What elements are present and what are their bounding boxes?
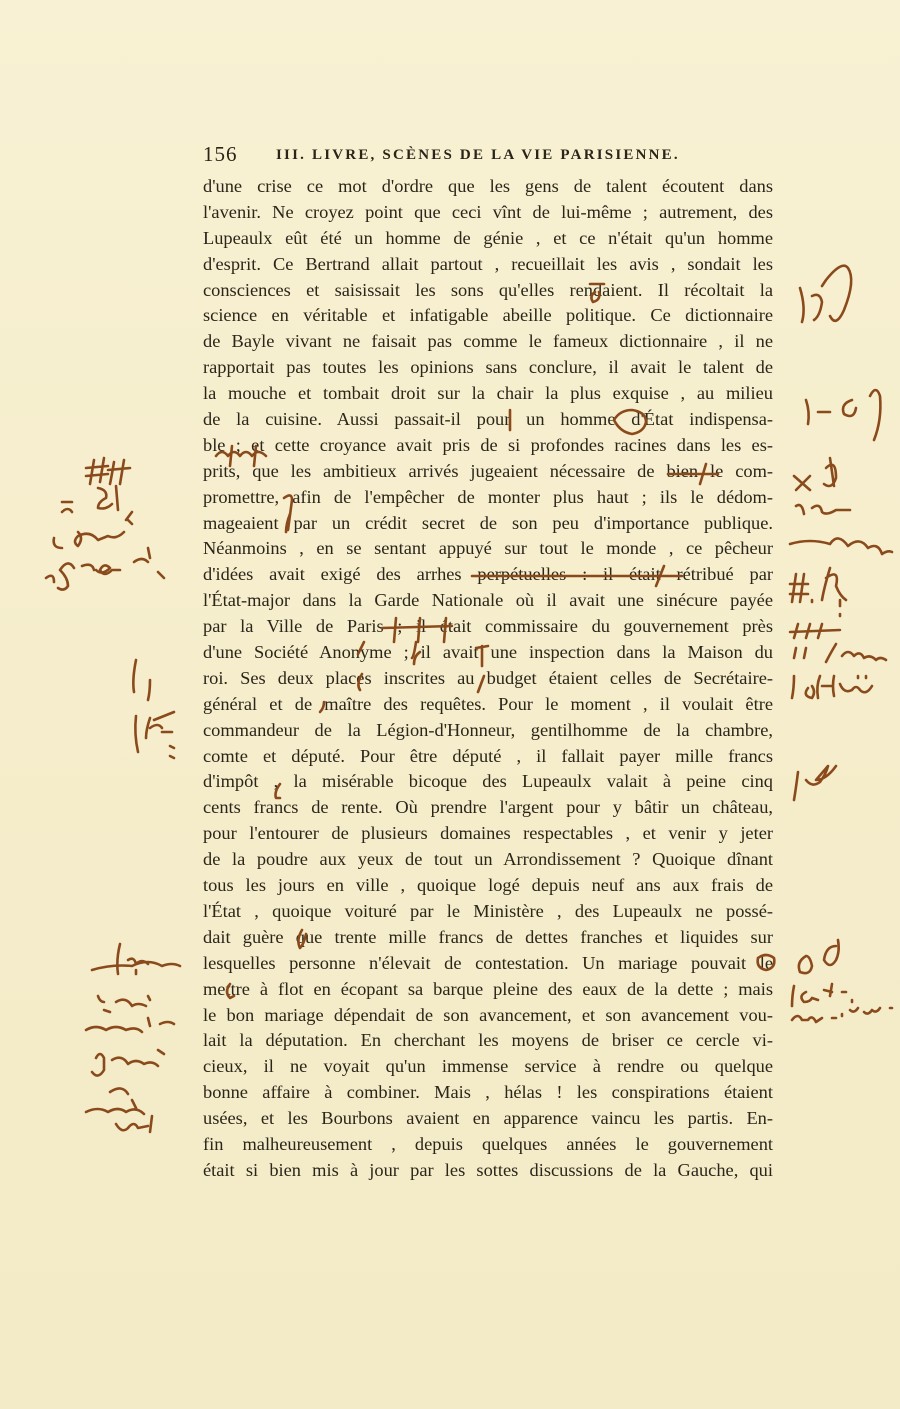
text-corrections: [216, 284, 774, 998]
text-line: de la poudre aux yeux de tout un Arrondissement ? Quoique dînant: [203, 849, 773, 870]
text-line: pour l'entourer de plusieurs domaines respectables , et venir y jeter: [203, 823, 773, 844]
text-line: promettre, afin de l'empêcher de monter plus haut ; ils le dédom-: [203, 486, 773, 507]
text-line: prits, que les ambitieux arrivés jugeaient nécessaire de bien le com-: [203, 460, 773, 481]
text-line: science en véritable et infatigable abeille politique. Ce dictionnaire: [203, 305, 773, 326]
text-line: lait la députation. En cherchant les moyens de briser ce cercle vi-: [203, 1030, 773, 1051]
text-line: Lupeaulx eût été un homme de génie , et ce n'était qu'un homme: [203, 227, 773, 248]
text-line: bonne affaire à combiner. Mais , hélas ! les conspirations étaient: [203, 1082, 773, 1103]
margin-mark-right: [792, 676, 872, 698]
text-line: d'une Société Anonyme ; il avait une inspection dans la Maison du: [203, 642, 773, 663]
page-number: 156: [203, 142, 238, 166]
margin-mark-left: [133, 660, 174, 758]
text-line: mettre à flot en écopant sa barque pleine des eaux de la dette ; mais: [203, 978, 773, 999]
text-line: rapportait pas toutes les opinions sans conclure, il avait le talent de: [203, 357, 773, 378]
text-line: d'impôt , la misérable bicoque des Lupeaulx valait à peine cinq: [203, 771, 773, 792]
text-line: d'une crise ce mot d'ordre que les gens de talent écoutent dans: [203, 176, 773, 196]
text-line: cieux, il ne voyait qu'un immense service à rendre ou quelque: [203, 1056, 773, 1077]
margin-mark-right: [792, 940, 892, 1022]
text-line: l'avenir. Ne croyez point que ceci vînt de lui-même ; autrement, des: [203, 201, 773, 222]
margin-mark-left: [46, 458, 164, 590]
text-line: l'État , quoique voituré par le Ministère , des Lupeaulx ne possé-: [203, 900, 773, 921]
text-line: lesquelles personne n'élevait de contestation. Un mariage pouvait le: [203, 952, 773, 973]
text-line: roi. Ses deux places inscrites au budget étaient celles de Secrétaire-: [203, 667, 773, 688]
text-line: Néanmoins , en se sentant appuyé sur tout le monde , ce pêcheur: [203, 538, 773, 559]
margin-mark-right: [790, 624, 886, 662]
text-line: ble ; et cette croyance avait pris de si profondes racines dans les es-: [203, 434, 773, 455]
text-line: usées, et les Bourbons avaient en apparence vaincu les partis. En-: [203, 1108, 773, 1129]
text-line: le bon mariage dépendait de son avancement, et son avancement vou-: [203, 1004, 773, 1025]
margin-mark-left: [86, 944, 180, 1132]
text-line: général et de maître des requêtes. Pour le moment , il voulait être: [203, 693, 773, 714]
margin-mark-right: [790, 568, 846, 616]
margin-mark-right: [794, 766, 836, 800]
running-head: III. LIVRE, SCÈNES DE LA VIE PARISIENNE.: [276, 147, 680, 163]
margin-mark-right: [806, 390, 880, 440]
text-line: comte et député. Pour être député , il fallait payer mille francs: [203, 745, 773, 766]
text-line: consciences et saisissait les sons qu'elles rendaient. Il récoltait la: [203, 279, 773, 300]
text-line: cents francs de rente. Où prendre l'argent pour y bâtir un château,: [203, 797, 773, 818]
text-line: mageaient par un crédit secret de son peu d'importance publique.: [203, 512, 773, 533]
text-line: était si bien mis à jour par les sottes discussions de la Gauche, qui: [203, 1159, 773, 1180]
margin-mark-right: [800, 266, 851, 322]
text-line: fin malheureusement , depuis quelques années le gouvernement: [203, 1133, 773, 1154]
text-line: commandeur de la Légion-d'Honneur, gentilhomme de la chambre,: [203, 719, 773, 740]
text-line: tous les jours en ville , quoique logé depuis neuf ans aux frais de: [203, 875, 773, 896]
text-line: la mouche et tombait droit sur la chair la plus exquise , au milieu: [203, 383, 773, 404]
text-line: l'État-major dans la Garde Nationale où il avait une sinécure payée: [203, 590, 773, 611]
margin-mark-right: [790, 458, 892, 554]
text-line: d'esprit. Ce Bertrand allait partout , recueillait les avis , sondait les: [203, 253, 773, 274]
text-line: de Bayle vivant ne faisait pas comme le fameux dictionnaire , il ne: [203, 331, 773, 352]
text-line: dait guère que trente mille francs de dettes franches et liquides sur: [203, 926, 773, 947]
text-line: par la Ville de Paris ; il était commissaire du gouvernement près: [203, 616, 773, 637]
text-line: de la cuisine. Aussi passait-il pour un homme d'État indispensa-: [203, 409, 773, 430]
text-line: d'idées avait exigé des arrhes perpétuelles : il était rétribué par: [203, 564, 773, 585]
